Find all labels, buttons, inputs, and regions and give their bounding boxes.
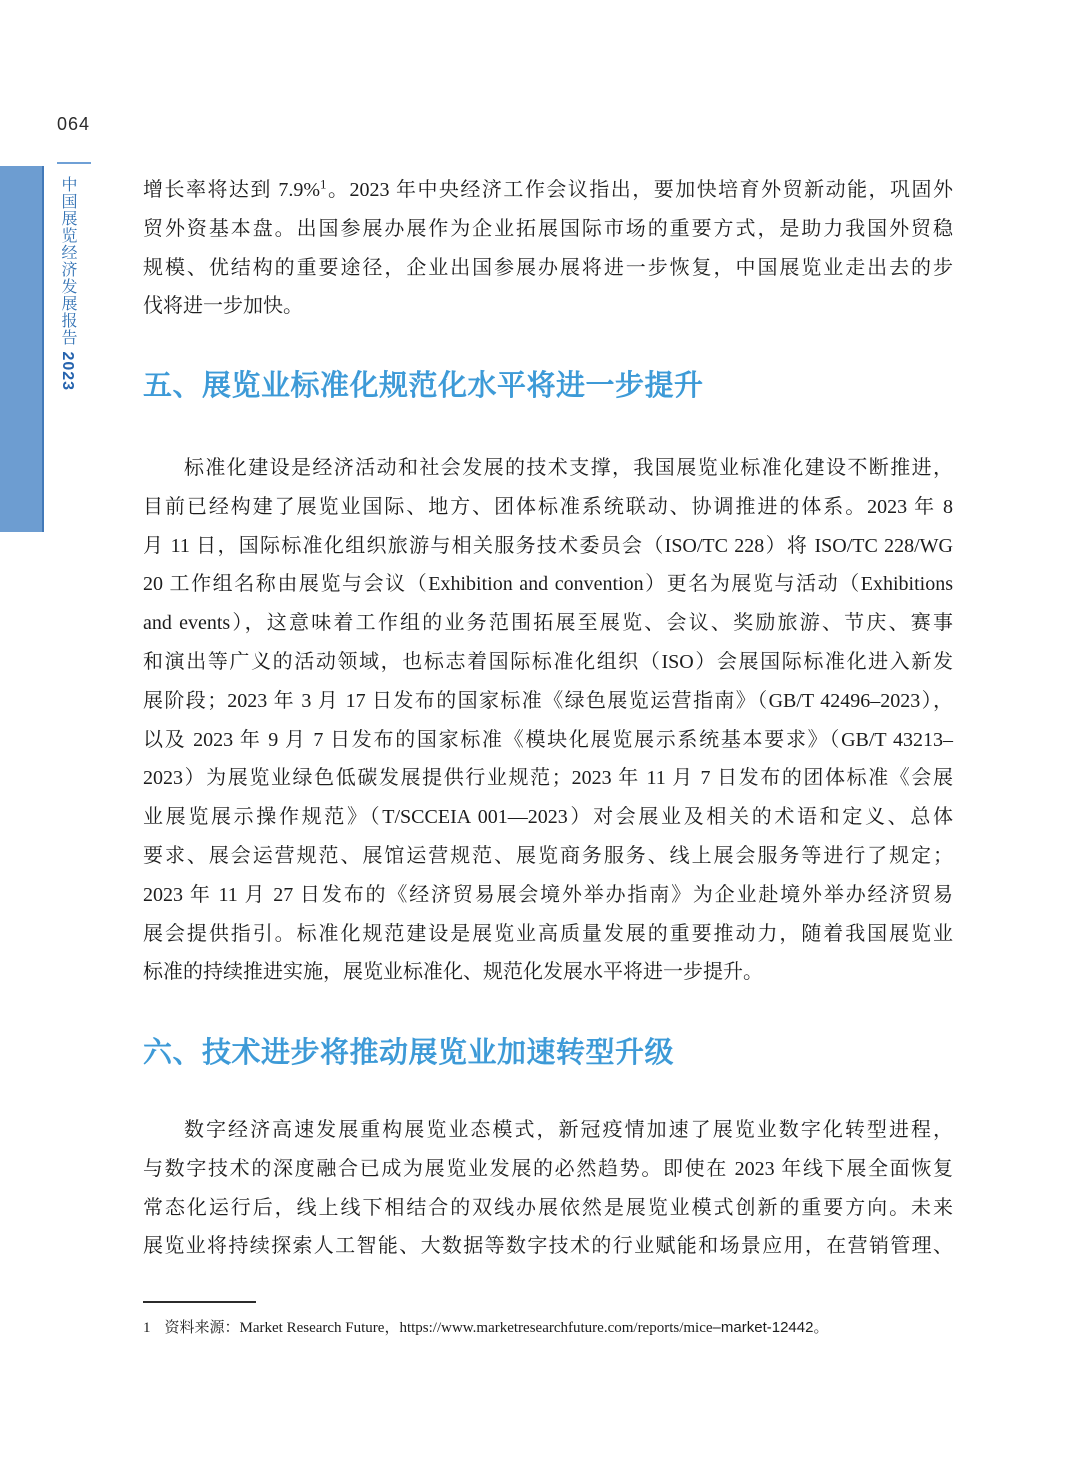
paragraph-line: 与数字技术的深度融合已成为展览业发展的必然趋势。即使在 2023 年线下展全面恢复 [143, 1157, 953, 1180]
footnote-period: 。 [813, 1320, 829, 1336]
sidebar-year-text: 2023 [59, 351, 76, 392]
paragraph-line: 2023）为展览业绿色低碳发展提供行业规范；2023 年 11 月 7 日发布的团体标准《会展 [143, 767, 953, 790]
sidebar-band [0, 166, 44, 532]
sidebar-vertical-title [56, 176, 79, 436]
section-6-heading: 六、技术进步将推动展览业加速转型升级 [143, 1037, 675, 1069]
footnote-marker: 1 [143, 1320, 151, 1336]
paragraph-line: 和演出等广义的活动领域，也标志着国际标准化组织（ISO）会展国际标准化进入新发 [143, 650, 953, 673]
paragraph-line: 规模、优结构的重要途径，企业出国参展办展将进一步恢复，中国展览业走出去的步 [143, 256, 953, 279]
paragraph-line: 数字经济高速发展重构展览业态模式，新冠疫情加速了展览业数字化转型进程， [184, 1119, 953, 1141]
section-5-heading: 五、展览业标准化规范化水平将进一步提升 [143, 370, 704, 402]
sidebar-title-text: 中国展览经济发展报告 [59, 176, 76, 346]
footnote [143, 1316, 953, 1340]
footnote-source-label: 资料来源：Market Research Future， [164, 1320, 400, 1336]
footnote-superscript: 1 [320, 176, 327, 192]
section-6-paragraph [143, 1111, 953, 1266]
paragraph-line [143, 171, 953, 210]
paragraph-line: 20 工作组名称由展览与会议（Exhibition and convention）更名为展览与活动（Exhibitions [143, 573, 953, 596]
paragraph-line: 展阶段；2023 年 3 月 17 日发布的国家标准《绿色展览运营指南》（GB/T 42496–2023）， [143, 689, 953, 712]
page-number-rule [57, 162, 91, 164]
paragraph-line: 月 11 日，国际标准化组织旅游与相关服务技术委员会（ISO/TC 228）将 ISO/TC 228/WG [143, 534, 953, 557]
paragraph-line: 目前已经构建了展览业国际、地方、团体标准系统联动、协调推进的体系。2023 年 8 [143, 495, 953, 518]
paragraph-line: 以及 2023 年 9 月 7 日发布的国家标准《模块化展览展示系统基本要求》（GB/T 43213– [143, 728, 953, 751]
paragraph-line: 标准的持续推进实施，展览业标准化、规范化发展水平将进一步提升。 [143, 961, 763, 984]
intro-line1-post: 。2023 年中央经济工作会议指出，要加快培育外贸新动能，巩固外 [326, 179, 953, 201]
paragraph-line: 伐将进一步加快。 [143, 295, 303, 318]
intro-line1-pre: 增长率将达到 7.9% [143, 179, 321, 201]
paragraph-line: 展会提供指引。标准化规范建设是展览业高质量发展的重要推动力，随着我国展览业 [143, 922, 953, 945]
footnote-divider [143, 1301, 256, 1303]
footnote-url-suffix: –market-12442 [712, 1319, 814, 1336]
page-number: 064 [57, 114, 91, 134]
paragraph-line: and events），这意味着工作组的业务范围拓展至展览、会议、奖励旅游、节庆、赛事 [143, 612, 953, 635]
paragraph-line: 2023 年 11 月 27 日发布的《经济贸易展会境外举办指南》为企业赴境外举办经济贸易 [143, 883, 953, 906]
paragraph-line: 业展览展示操作规范》（T/SCCEIA 001—2023）对会展业及相关的术语和定义、总体 [143, 806, 953, 829]
section-5-paragraph [143, 449, 953, 992]
paragraph-line: 标准化建设是经济活动和社会发展的技术支撑，我国展览业标准化建设不断推进， [184, 457, 953, 479]
paragraph-line: 展览业将持续探索人工智能、大数据等数字技术的行业赋能和场景应用，在营销管理、 [143, 1235, 953, 1258]
footnote-url: https://www.marketresearchfuture.com/reports/mice [399, 1320, 713, 1336]
intro-paragraph [143, 171, 953, 326]
paragraph-line: 贸外资基本盘。出国参展办展作为企业拓展国际市场的重要方式，是助力我国外贸稳 [143, 217, 953, 240]
paragraph-line: 要求、展会运营规范、展馆运营规范、展览商务服务、线上展会服务等进行了规定； [143, 844, 953, 867]
paragraph-line: 常态化运行后，线上线下相结合的双线办展依然是展览业模式创新的重要方向。未来 [143, 1196, 953, 1219]
